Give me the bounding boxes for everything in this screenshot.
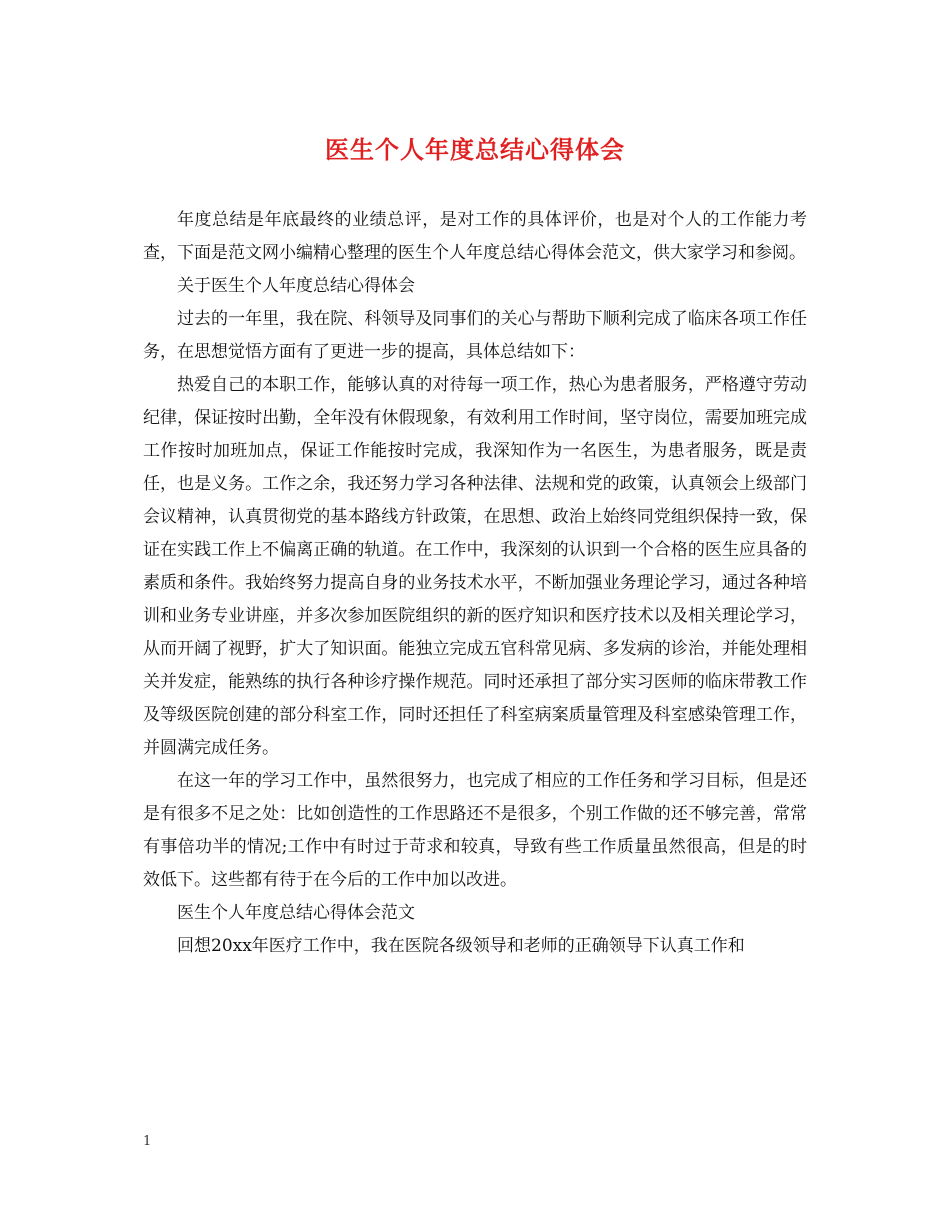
section-heading: 关于医生个人年度总结心得体会	[177, 276, 415, 296]
document-body	[143, 204, 807, 963]
body-paragraph: 在这一年的学习工作中，虽然很努力，也完成了相应的工作任务和学习目标，但是还是有很多不足之处：比如创造性的工作思路还不是很多，个别工作做的还不够完善，常常有事倍功半的情况;工作中有时过于苛求和较真，导致有些工作质量虽然很高，但是的时效低下。这些都有待于在今后的工作中加以改进。	[143, 771, 807, 890]
body-paragraph: 回想20xx年医疗工作中，我在医院各级领导和老师的正确领导下认真工作和	[177, 936, 745, 956]
body-paragraph: 过去的一年里，我在院、科领导及同事们的关心与帮助下顺利完成了临床各项工作任务，在思想觉悟方面有了更进一步的提高，具体总结如下：	[143, 309, 807, 362]
page-title: 医生个人年度总结心得体会	[325, 135, 625, 164]
body-paragraph: 热爱自己的本职工作，能够认真的对待每一项工作，热心为患者服务，严格遵守劳动纪律，保证按时出勤，全年没有休假现象，有效利用工作时间，坚守岗位，需要加班完成工作按时加班加点，保证工作能按时完成，我深知作为一名医生，为患者服务，既是责任，也是义务。工作之余，我还努力学习各种法律、法规和党的政策，认真领会上级部门会议精神，认真贯彻党的基本路线方针政策，在思想、政治上始终同党组织保持一致，保证在实践工作上不偏离正确的轨道。在工作中，我深刻的认识到一个合格的医生应具备的素质和条件。我始终努力提高自身的业务技术水平，不断加强业务理论学习，通过各种培训和业务专业讲座，并多次参加医院组织的新的医疗知识和医疗技术以及相关理论学习，从而开阔了视野，扩大了知识面。能独立完成五官科常见病、多发病的诊治，并能处理相关并发症，能熟练的执行各种诊疗操作规范。同时还承担了部分实习医师的临床带教工作及等级医院创建的部分科室工作，同时还担任了科室病案质量管理及科室感染管理工作，并圆满完成任务。	[143, 375, 807, 758]
page-number: 1	[143, 1134, 152, 1149]
section-heading: 医生个人年度总结心得体会范文	[177, 903, 415, 923]
intro-paragraph: 年度总结是年底最终的业绩总评，是对工作的具体评价，也是对个人的工作能力考查，下面是范文网小编精心整理的医生个人年度总结心得体会范文，供大家学习和参阅。	[143, 210, 807, 263]
